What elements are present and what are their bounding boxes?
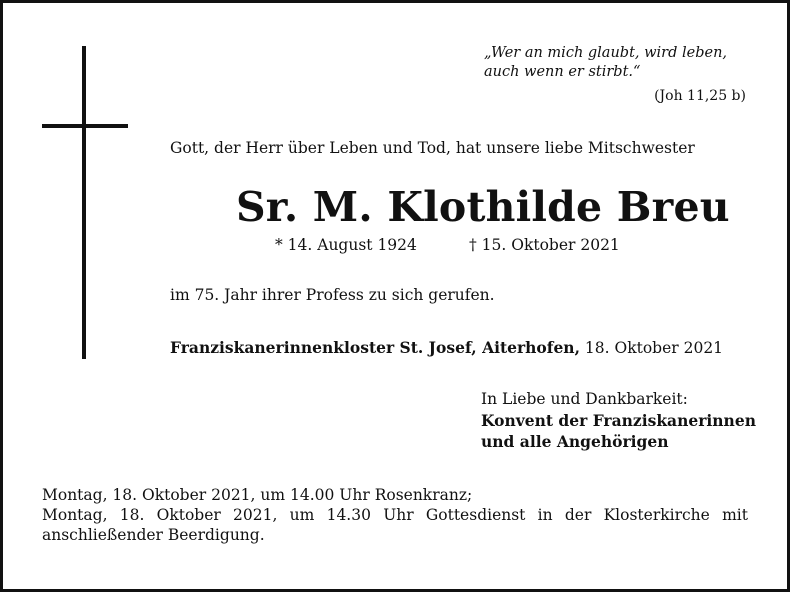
bible-verse-line-1: „Wer an mich glaubt, wird leben,: [484, 45, 728, 61]
services-line-2-word: Uhr: [383, 506, 414, 524]
services-line-3: anschließender Beerdigung.: [42, 526, 265, 544]
cross-icon-bar: [42, 124, 128, 128]
services-line-2-word: 2021,: [233, 506, 278, 524]
services-line-2-word: 18.: [119, 506, 145, 524]
services-line-2: [42, 505, 748, 525]
services-line-2-word: um: [289, 506, 315, 524]
mourners-block: [481, 389, 756, 452]
services-line-2-word: 14.30: [326, 506, 371, 524]
profession-text: im 75. Jahr ihrer Profess zu sich gerufen.: [170, 286, 495, 304]
services-block: [42, 485, 748, 545]
place-date: 18. Oktober 2021: [584, 339, 724, 357]
birth-date: * 14. August 1924: [275, 236, 417, 254]
death-date: † 15. Oktober 2021: [469, 236, 620, 254]
services-line-2-word: in: [537, 506, 553, 524]
services-line-2-word: Montag,: [42, 506, 108, 524]
services-line-1: Montag, 18. Oktober 2021, um 14.00 Uhr Rosenkranz;: [42, 486, 473, 504]
intro-text: Gott, der Herr über Leben und Tod, hat unsere liebe Mitschwester: [170, 139, 695, 157]
mourners-line-3: und alle Angehörigen: [481, 432, 669, 451]
services-line-2-word: der: [564, 506, 592, 524]
deceased-name: Sr. M. Klothilde Breu: [236, 183, 730, 231]
mourners-line-2: Konvent der Franziskanerinnen: [481, 411, 756, 430]
bible-verse: [484, 44, 727, 82]
mourners-line-1: In Liebe und Dankbarkeit:: [481, 390, 688, 408]
convent-name: Franziskanerinnenkloster St. Josef, Aiterhofen,: [170, 338, 580, 357]
services-line-2-word: Oktober: [156, 506, 221, 524]
services-line-2-word: Klosterkirche: [603, 506, 710, 524]
cross-icon: [82, 46, 86, 359]
services-line-2-word: Gottesdienst: [425, 506, 526, 524]
place-line: [170, 338, 723, 357]
bible-verse-reference: (Joh 11,25 b): [654, 88, 746, 104]
bible-verse-line-2: auch wenn er stirbt.“: [484, 64, 641, 80]
services-line-2-word: mit: [722, 506, 748, 524]
